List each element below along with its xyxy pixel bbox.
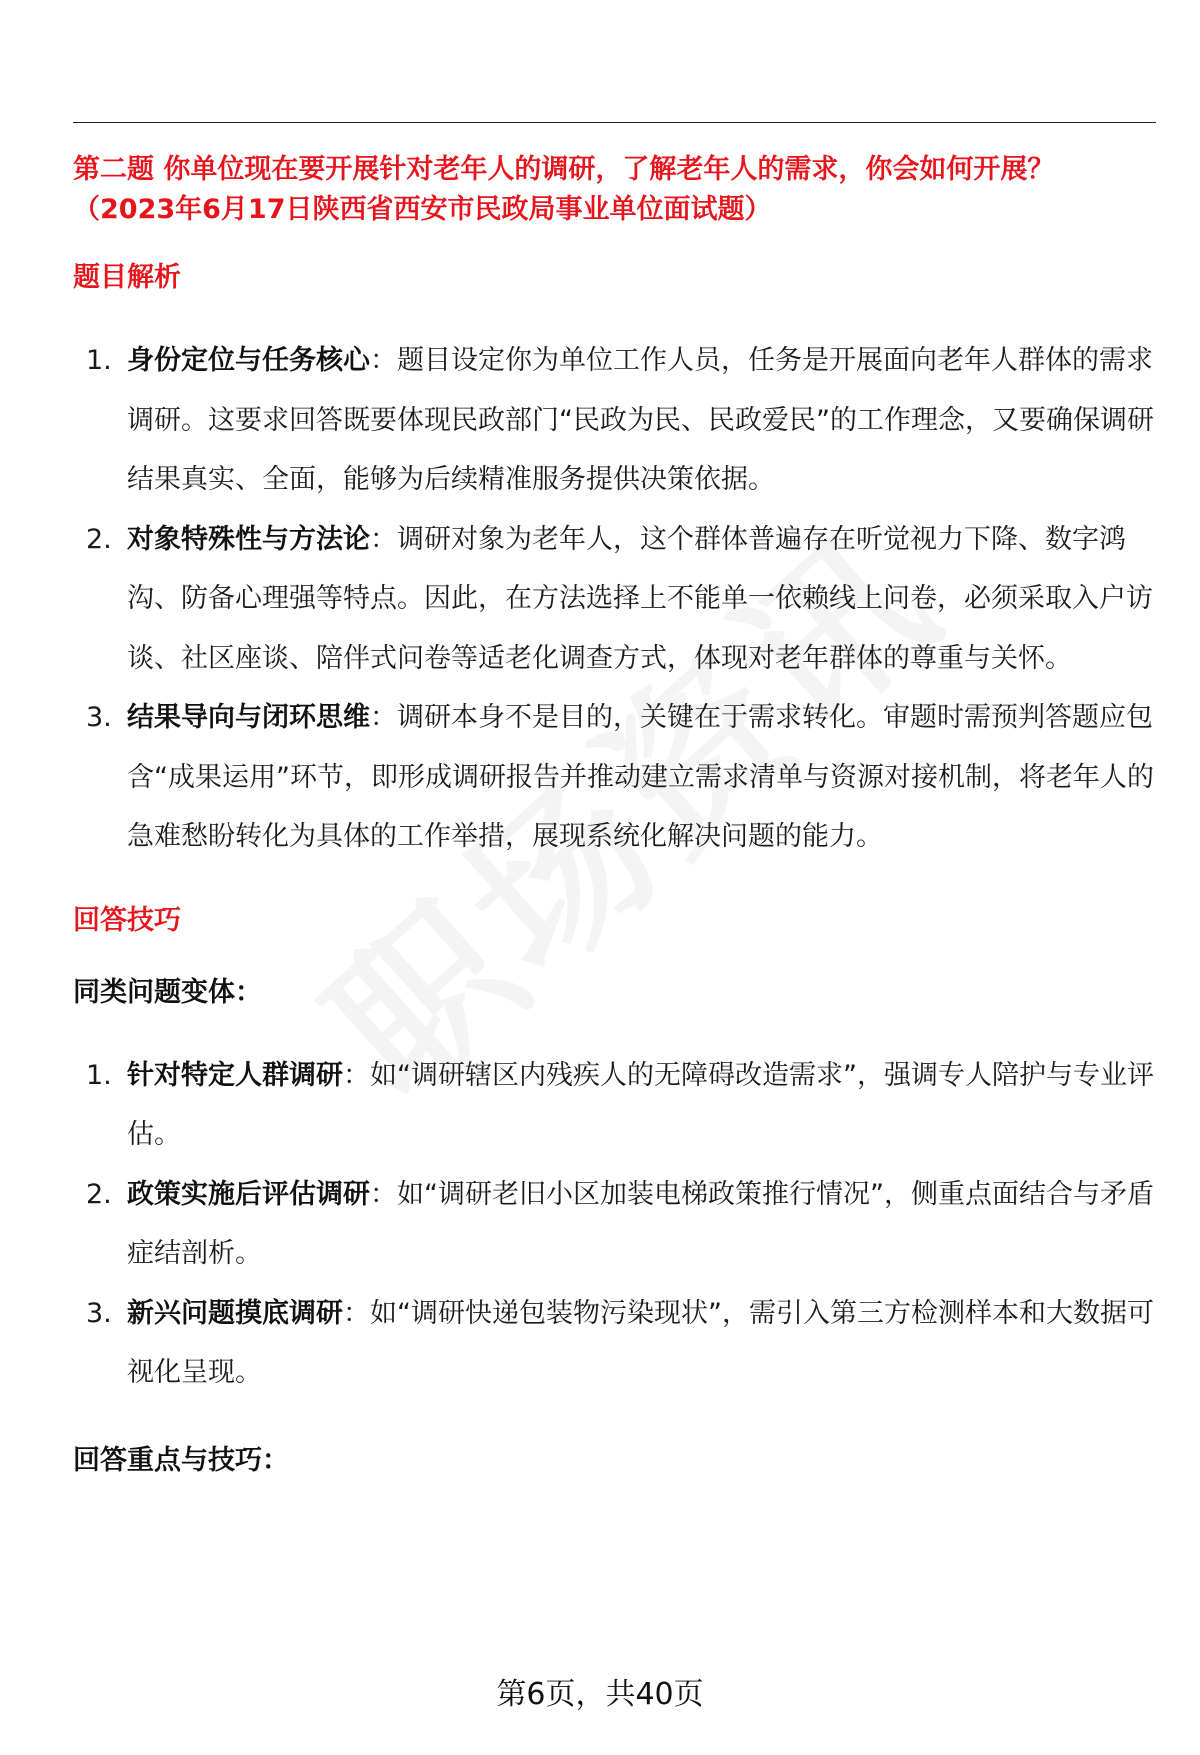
- item-title: 政策实施后评估调研: [127, 1178, 370, 1210]
- analysis-item-3: [73, 688, 1156, 867]
- analysis-heading: 题目解析: [73, 262, 181, 293]
- variant-item-3: [73, 1284, 1156, 1403]
- key-points-heading: 回答重点与技巧：: [73, 1444, 289, 1476]
- item-title: 针对特定人群调研: [127, 1059, 343, 1091]
- item-text: ：如“调研老旧小区加装电梯政策推行情况”，侧重点面结合与矛盾症结剖析。: [127, 1178, 1154, 1269]
- item-text: ：题目设定你为单位工作人员，任务是开展面向老年人群体的需求调研。这要求回答既要体现民政部门“民政为民、民政爱民”的工作理念，又要确保调研结果真实、全面，能够为后续精准服务提供决策依据。: [127, 345, 1154, 495]
- item-text: ：调研对象为老年人，这个群体普遍存在听觉视力下降、数字鸿沟、防备心理强等特点。因此，在方法选择上不能单一依赖线上问卷，必须采取入户访谈、社区座谈、陪伴式问卷等适老化调查方式，体现对老年群体的尊重与关怀。: [127, 523, 1153, 674]
- analysis-item-1: [73, 331, 1156, 510]
- list-number: 3.: [86, 702, 112, 733]
- item-title: 新兴问题摸底调研: [127, 1297, 343, 1329]
- list-number: 2.: [86, 523, 112, 555]
- list-number: 2.: [86, 1178, 112, 1210]
- list-number: 1.: [86, 1059, 112, 1091]
- variant-item-2: [73, 1165, 1156, 1284]
- question-line-2: （2023年6月17日陕西省西安市民政局事业单位面试题）: [73, 194, 772, 225]
- question-line-1: 第二题 你单位现在要开展针对老年人的调研，了解老年人的需求，你会如何开展？: [73, 154, 1055, 185]
- variants-heading: 同类问题变体：: [73, 976, 262, 1008]
- item-title: 身份定位与任务核心: [127, 345, 370, 376]
- item-text: ：调研本身不是目的，关键在于需求转化。审题时需预判答题应包含“成果运用”环节，即形成调研报告并推动建立需求清单与资源对接机制，将老年人的急难愁盼转化为具体的工作举措，展现系统化解决问题的能力。: [127, 702, 1154, 852]
- tips-heading: 回答技巧: [73, 904, 181, 936]
- analysis-item-2: [73, 510, 1156, 689]
- question-title: [73, 150, 1156, 230]
- analysis-list: [73, 331, 1156, 867]
- page-number: 第6页，共40页: [496, 1677, 704, 1712]
- item-text: ：如“调研快递包装物污染现状”，需引入第三方检测样本和大数据可视化呈现。: [127, 1297, 1154, 1388]
- item-text: ：如“调研辖区内残疾人的无障碍改造需求”，强调专人陪护与专业评估。: [127, 1059, 1154, 1150]
- variant-item-1: [73, 1046, 1156, 1165]
- variants-list: [73, 1046, 1156, 1403]
- list-number: 3.: [86, 1297, 112, 1329]
- top-rule: [73, 122, 1156, 123]
- page-content: [73, 150, 1156, 1481]
- item-title: 对象特殊性与方法论: [127, 523, 370, 555]
- item-title: 结果导向与闭环思维: [127, 702, 370, 733]
- list-number: 1.: [86, 345, 112, 376]
